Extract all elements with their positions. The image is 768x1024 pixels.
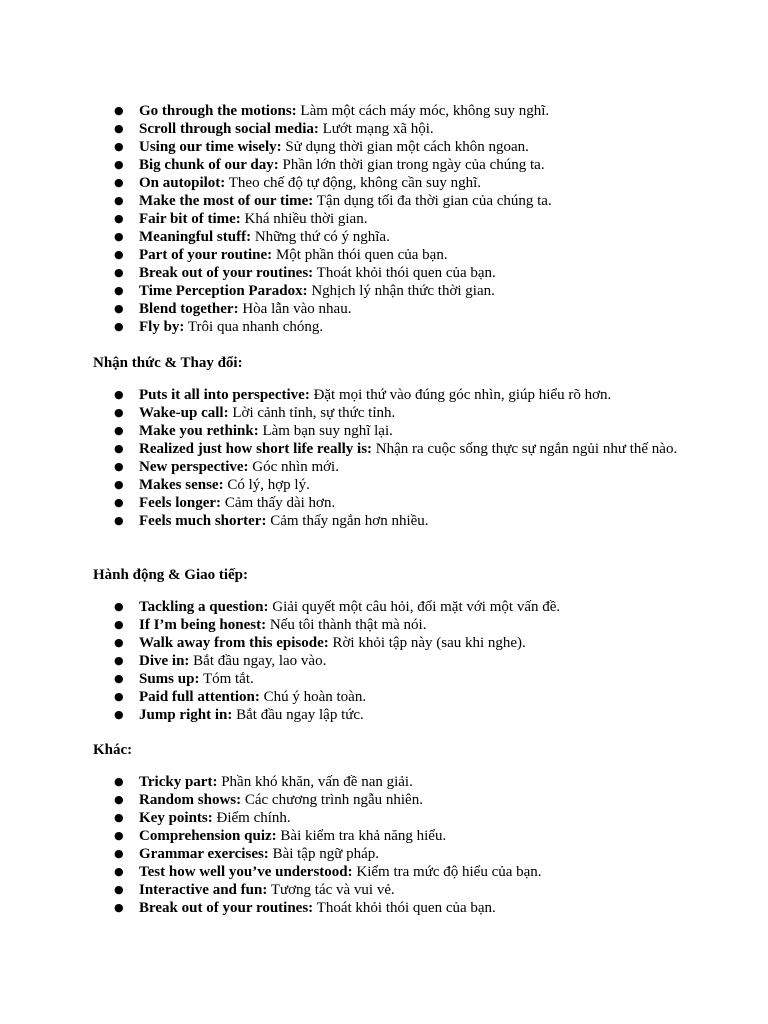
- section-heading-khac: Khác:: [93, 742, 133, 758]
- vocab-meaning: Bắt đầu ngay, lao vào.: [193, 653, 327, 669]
- list-item: [0, 616, 679, 634]
- vocab-term: Time Perception Paradox:: [139, 283, 308, 299]
- vocab-meaning: Tương tác và vui vẻ.: [270, 882, 395, 898]
- vocab-meaning: Lướt mạng xã hội.: [322, 121, 434, 137]
- list-item: [0, 634, 679, 652]
- vocab-meaning: Một phần thói quen của bạn.: [275, 247, 448, 263]
- vocab-list-general: [0, 102, 768, 336]
- vocab-meaning: Điểm chính.: [216, 810, 291, 826]
- list-item: [0, 827, 679, 845]
- vocab-term: Jump right in:: [139, 707, 233, 723]
- list-item: [0, 863, 679, 881]
- list-item: [0, 246, 679, 264]
- list-item: [0, 512, 679, 530]
- vocab-term: Part of your routine:: [139, 247, 273, 263]
- vocab-term: Sums up:: [139, 671, 200, 687]
- list-item: [0, 652, 679, 670]
- vocab-term: Break out of your routines:: [139, 265, 314, 281]
- vocab-term: Comprehension quiz:: [139, 828, 277, 844]
- list-item: [0, 845, 679, 863]
- vocab-term: On autopilot:: [139, 175, 226, 191]
- section-heading-nhan-thuc: Nhận thức & Thay đổi:: [93, 355, 243, 371]
- vocab-meaning: Nếu tôi thành thật mà nói.: [269, 617, 427, 633]
- vocab-term: Random shows:: [139, 792, 242, 808]
- vocab-term: Test how well you’ve understood:: [139, 864, 353, 880]
- vocab-term: Make the most of our time:: [139, 193, 314, 209]
- vocab-meaning: Cảm thấy ngắn hơn nhiều.: [270, 513, 429, 529]
- list-item: [0, 688, 679, 706]
- vocab-list-khac: [0, 773, 768, 917]
- vocab-meaning: Lời cảnh tỉnh, sự thức tỉnh.: [232, 405, 396, 421]
- list-item: [0, 228, 679, 246]
- vocab-meaning: Góc nhìn mới.: [252, 459, 339, 475]
- vocab-meaning: Cảm thấy dài hơn.: [224, 495, 336, 511]
- vocab-term: Blend together:: [139, 301, 239, 317]
- vocab-meaning: Có lý, hợp lý.: [227, 477, 310, 493]
- vocab-meaning: Hòa lẫn vào nhau.: [242, 301, 352, 317]
- vocab-term: Using our time wisely:: [139, 139, 282, 155]
- vocab-term: Puts it all into perspective:: [139, 387, 310, 403]
- list-item: [0, 598, 679, 616]
- vocab-meaning: Trôi qua nhanh chóng.: [187, 319, 324, 335]
- list-item: [0, 791, 679, 809]
- list-item: [0, 120, 679, 138]
- vocab-meaning: Bài tập ngữ pháp.: [272, 846, 380, 862]
- vocab-term: Interactive and fun:: [139, 882, 268, 898]
- vocab-meaning: Nghịch lý nhận thức thời gian.: [311, 283, 495, 299]
- vocab-term: Feels much shorter:: [139, 513, 267, 529]
- list-item: [0, 773, 679, 791]
- vocab-meaning: Phần khó khăn, vấn đề nan giải.: [221, 774, 413, 790]
- list-item: [0, 210, 679, 228]
- list-item: [0, 404, 679, 422]
- list-item: [0, 386, 679, 404]
- vocab-term: Break out of your routines:: [139, 900, 314, 916]
- vocab-meaning: Thoát khỏi thói quen của bạn.: [316, 265, 496, 281]
- vocab-term: Grammar exercises:: [139, 846, 269, 862]
- vocab-meaning: Thoát khỏi thói quen của bạn.: [316, 900, 496, 916]
- list-item: [0, 706, 679, 724]
- vocab-meaning: Kiểm tra mức độ hiểu của bạn.: [356, 864, 542, 880]
- vocab-term: Key points:: [139, 810, 213, 826]
- vocab-meaning: Làm một cách máy móc, không suy nghĩ.: [300, 103, 550, 119]
- vocab-meaning: Giải quyết một câu hỏi, đối mặt với một vấn đề.: [272, 599, 561, 615]
- vocab-meaning: Đặt mọi thứ vào đúng góc nhìn, giúp hiểu rõ hơn.: [313, 387, 612, 403]
- vocab-term: Scroll through social media:: [139, 121, 319, 137]
- vocab-term: Fair bit of time:: [139, 211, 241, 227]
- list-item: [0, 670, 679, 688]
- list-item: [0, 458, 679, 476]
- vocab-meaning: Khá nhiều thời gian.: [244, 211, 368, 227]
- vocab-meaning: Tóm tắt.: [202, 671, 254, 687]
- vocab-meaning: Rời khỏi tập này (sau khi nghe).: [332, 635, 526, 651]
- vocab-term: Paid full attention:: [139, 689, 260, 705]
- vocab-term: Meaningful stuff:: [139, 229, 252, 245]
- vocab-meaning: Bắt đầu ngay lập tức.: [236, 707, 364, 723]
- vocab-term: Realized just how short life really is:: [139, 441, 373, 457]
- list-item: [0, 300, 679, 318]
- vocab-term: Go through the motions:: [139, 103, 297, 119]
- vocab-term: New perspective:: [139, 459, 249, 475]
- vocab-meaning: Sử dụng thời gian một cách khôn ngoan.: [285, 139, 529, 155]
- list-item: [0, 156, 679, 174]
- vocab-term: Big chunk of our day:: [139, 157, 279, 173]
- vocab-meaning: Những thứ có ý nghĩa.: [254, 229, 390, 245]
- vocab-meaning: Chú ý hoàn toàn.: [263, 689, 367, 705]
- vocab-term: Make you rethink:: [139, 423, 259, 439]
- list-item: [0, 881, 679, 899]
- list-item: [0, 192, 679, 210]
- list-item: [0, 102, 679, 120]
- list-item: [0, 264, 679, 282]
- list-item: [0, 174, 679, 192]
- vocab-list-hanh-dong: [0, 598, 768, 724]
- vocab-term: Walk away from this episode:: [139, 635, 329, 651]
- section-heading-hanh-dong: Hành động & Giao tiếp:: [93, 567, 249, 583]
- vocab-term: Fly by:: [139, 319, 185, 335]
- list-item: [0, 318, 679, 336]
- vocab-term: Dive in:: [139, 653, 190, 669]
- list-item: [0, 138, 679, 156]
- vocab-term: Tricky part:: [139, 774, 218, 790]
- list-item: [0, 476, 679, 494]
- list-item: [0, 282, 679, 300]
- list-item: [0, 809, 679, 827]
- vocab-list-nhan-thuc: [0, 386, 768, 530]
- list-item: [0, 440, 679, 458]
- vocab-term: Feels longer:: [139, 495, 222, 511]
- vocab-meaning: Làm bạn suy nghĩ lại.: [262, 423, 393, 439]
- vocab-meaning: Tận dụng tối đa thời gian của chúng ta.: [316, 193, 552, 209]
- list-item: [0, 494, 679, 512]
- vocab-meaning: Phần lớn thời gian trong ngày của chúng ta.: [282, 157, 545, 173]
- vocab-term: Wake-up call:: [139, 405, 229, 421]
- vocab-meaning: Các chương trình ngẫu nhiên.: [244, 792, 423, 808]
- vocab-term: Tackling a question:: [139, 599, 269, 615]
- list-item: [0, 422, 679, 440]
- list-item: [0, 899, 679, 917]
- vocab-term: If I’m being honest:: [139, 617, 267, 633]
- vocab-meaning: Bài kiểm tra khả năng hiểu.: [280, 828, 447, 844]
- vocab-meaning: Nhận ra cuộc sống thực sự ngắn ngủi như thế nào.: [375, 441, 678, 457]
- vocab-term: Makes sense:: [139, 477, 224, 493]
- vocab-meaning: Theo chế độ tự động, không cần suy nghĩ.: [228, 175, 482, 191]
